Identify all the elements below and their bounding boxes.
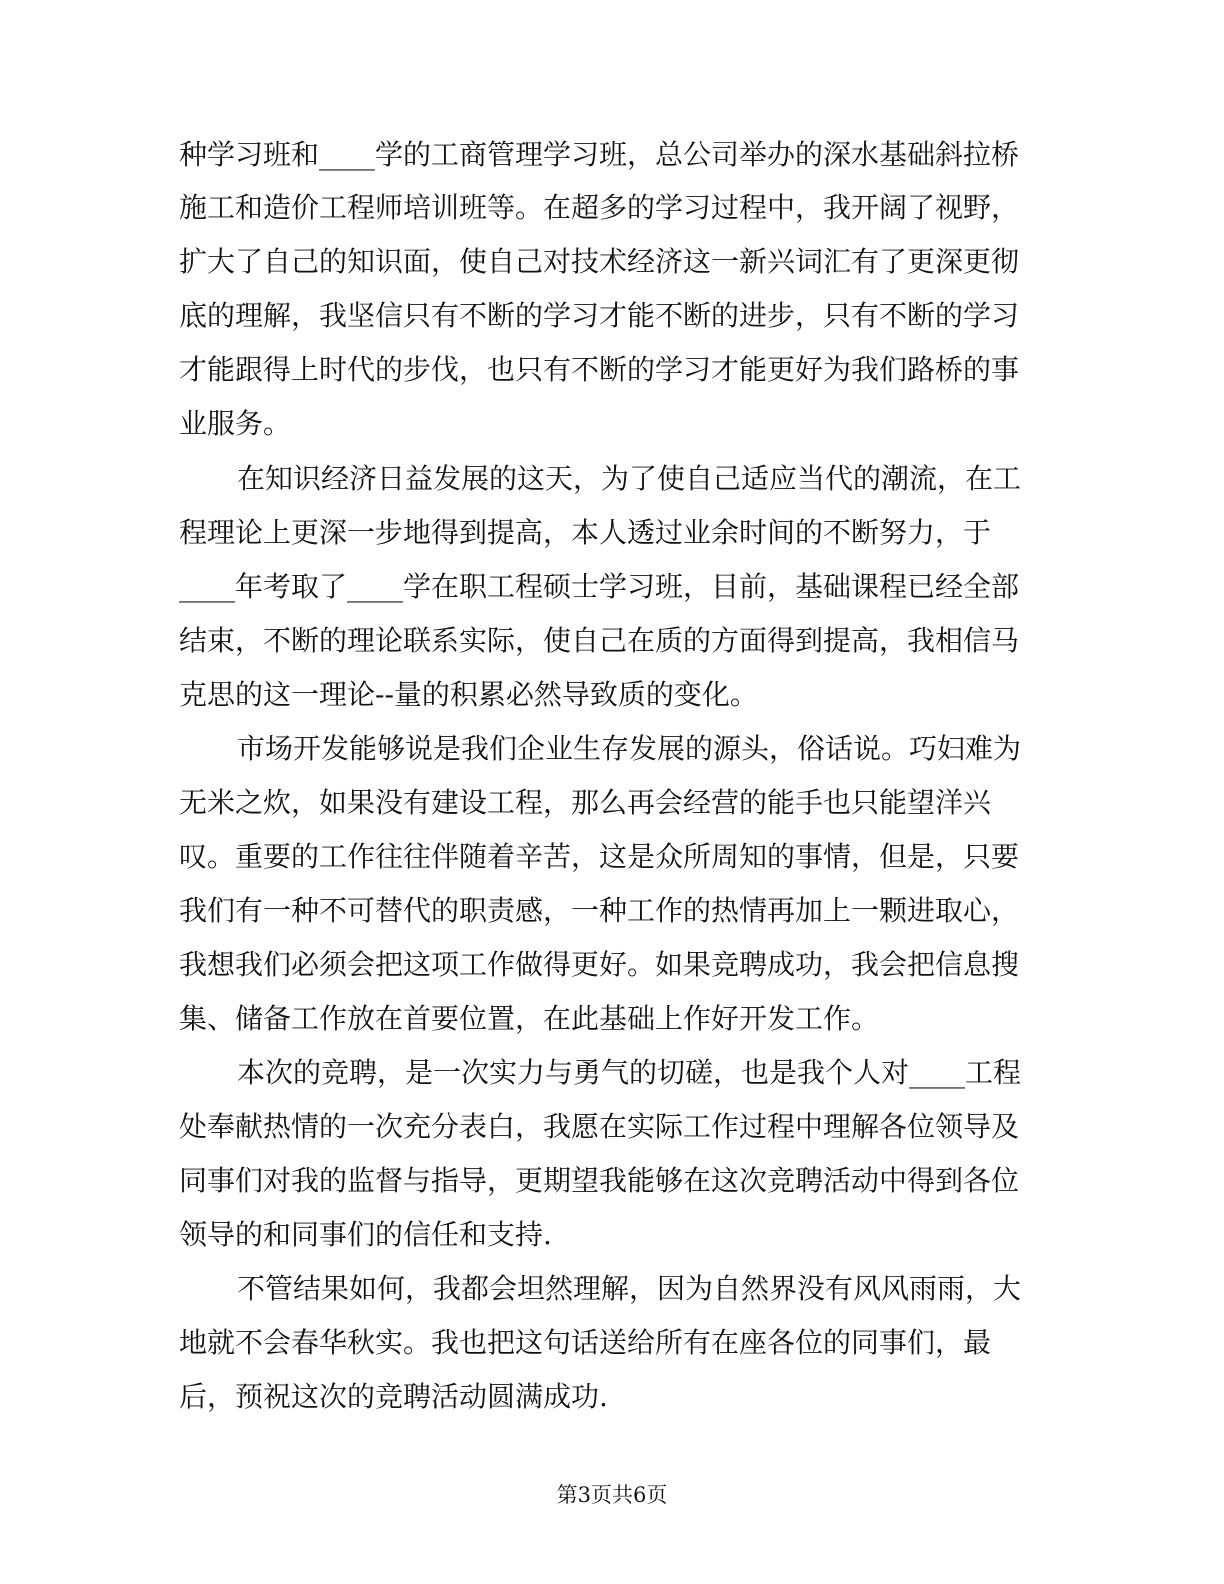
text-line: ____年考取了____学在职工程硕士学习班，目前，基础课程已经全部 — [179, 570, 1020, 603]
text-line: 业服务。 — [179, 407, 292, 440]
text-line: 种学习班和____学的工商管理学习班，总公司举办的深水基础斜拉桥 — [179, 138, 1020, 171]
text-line: 在知识经济日益发展的这天，为了使自己适应当代的潮流，在工 — [237, 462, 1022, 495]
text-line: 扩大了自己的知识面，使自己对技术经济这一新兴词汇有了更深更彻 — [179, 245, 1020, 278]
text-line: 后，预祝这次的竞聘活动圆满成功. — [179, 1380, 608, 1413]
text-line: 我想我们必须会把这项工作做得更好。如果竞聘成功，我会把信息搜 — [179, 948, 1020, 981]
text-line: 施工和造价工程师培训班等。在超多的学习过程中，我开阔了视野， — [179, 191, 1020, 224]
text-line: 叹。重要的工作往往伴随着辛苦，这是众所周知的事情，但是，只要 — [179, 840, 1020, 873]
text-line: 同事们对我的监督与指导，更期望我能够在这次竞聘活动中得到各位 — [179, 1164, 1020, 1197]
text-line: 市场开发能够说是我们企业生存发展的源头，俗话说。巧妇难为 — [237, 732, 1022, 765]
text-line: 程理论上更深一步地得到提高，本人透过业余时间的不断努力，于 — [179, 516, 992, 549]
text-line: 我们有一种不可替代的职责感，一种工作的热情再加上一颗进取心， — [179, 894, 1020, 927]
text-line: 地就不会春华秋实。我也把这句话送给所有在座各位的同事们，最 — [179, 1326, 992, 1359]
text-line: 集、储备工作放在首要位置，在此基础上作好开发工作。 — [179, 1002, 880, 1035]
text-line: 克思的这一理论--量的积累必然导致质的变化。 — [179, 678, 758, 711]
text-line: 底的理解，我坚信只有不断的学习才能不断的进步，只有不断的学习 — [179, 299, 1020, 332]
text-line: 不管结果如何，我都会坦然理解，因为自然界没有风风雨雨，大 — [237, 1272, 1022, 1305]
text-line: 无米之炊，如果没有建设工程，那么再会经营的能手也只能望洋兴 — [179, 786, 992, 819]
text-line: 结束，不断的理论联系实际，使自己在质的方面得到提高，我相信马 — [179, 624, 1020, 657]
text-line: 处奉献热情的一次充分表白，我愿在实际工作过程中理解各位领导及 — [179, 1110, 1020, 1143]
page-number-footer: 第3页共6页 — [556, 1483, 668, 1507]
text-line: 本次的竞聘，是一次实力与勇气的切磋，也是我个人对____工程 — [237, 1056, 1022, 1089]
text-line: 领导的和同事们的信任和支持. — [179, 1218, 552, 1251]
text-line: 才能跟得上时代的步伐，也只有不断的学习才能更好为我们路桥的事 — [179, 353, 1020, 386]
